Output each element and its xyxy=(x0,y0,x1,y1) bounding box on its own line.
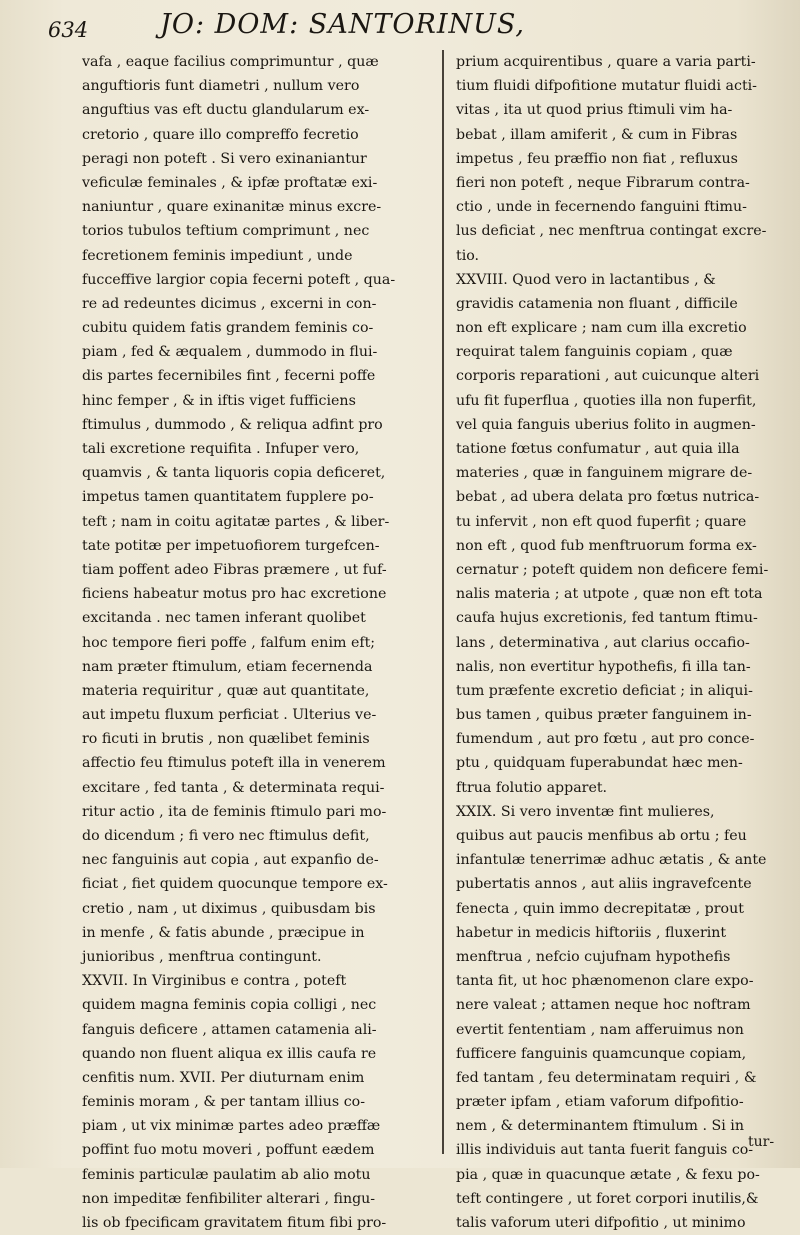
text-line: cernatur ; poteft quidem non deficere femi- xyxy=(456,561,769,578)
text-line: tu infervit , non eft quod fuperfit ; quare xyxy=(456,513,747,530)
text-line: teft ; nam in coitu agitatæ partes , & liber- xyxy=(82,513,390,530)
text-line: in menfe , & fatis abunde , præcipue in xyxy=(82,924,365,941)
text-line: menftrua , nefcio cujufnam hypothefis xyxy=(456,948,731,965)
text-line: fanguis deficere , attamen catamenia ali- xyxy=(82,1021,377,1038)
text-line: tate potitæ per impetuofiorem turgefcen- xyxy=(82,537,380,554)
text-line: quamvis , & tanta liquoris copia deficeret, xyxy=(82,465,386,482)
text-line: habetur in medicis hiftoriis , fluxerint xyxy=(456,924,727,941)
text-line: ctio , unde in fecernendo fanguini ftimu- xyxy=(456,199,747,216)
text-line: corporis reparationi , aut cuicunque alteri xyxy=(456,368,760,385)
text-line: nam præter ftimulum, etiam fecernenda xyxy=(82,658,373,675)
text-line: fufficere fanguinis quamcunque copiam, xyxy=(456,1045,747,1062)
column-divider xyxy=(442,50,444,1154)
text-line: tali excretione requifita . Infuper vero, xyxy=(82,441,360,457)
text-line: ufu fit fuperflua , quoties illa non fuperfit, xyxy=(456,392,757,409)
text-line: ficiens habeatur motus pro hac excretione xyxy=(82,586,387,603)
text-line: bebat , ad ubera delata pro fœtus nutrica- xyxy=(456,489,760,506)
text-line: tatione fœtus confumatur , aut quia illa xyxy=(456,441,740,457)
text-line: poffint fuo motu moveri , poffunt eædem xyxy=(82,1142,375,1159)
text-line: requirat talem fanguinis copiam , quæ xyxy=(456,344,733,361)
text-line: caufa hujus excretionis, fed tantum ftimu- xyxy=(456,610,758,627)
catchword: tur- xyxy=(748,1134,775,1150)
text-line: nalis materia ; at utpote , quæ non eft tota xyxy=(456,586,763,603)
text-line: tum præfente excretio deficiat ; in aliqui- xyxy=(456,682,753,699)
text-line: non eft explicare ; nam cum illa excretio xyxy=(456,320,747,337)
text-line: veficulæ feminales , & ipfæ proftatæ exi- xyxy=(82,174,378,191)
text-line: gravidis catamenia non fluant , difficile xyxy=(456,295,738,312)
text-line: do dicendum ; fi vero nec ftimulus defit, xyxy=(82,828,370,844)
text-line: feminis moram , & per tantam illius co- xyxy=(82,1094,366,1111)
running-title: JO: DOM: SANTORINUS, xyxy=(160,9,526,40)
text-line: quibus aut paucis menfibus ab ortu ; feu xyxy=(456,828,747,844)
text-line: lis ob fpecificam gravitatem fitum fibi pro- xyxy=(82,1215,387,1231)
text-line: teft contingere , ut foret corpori inutilis,& xyxy=(456,1190,759,1207)
text-line: torios tubulos teftium comprimunt , nec xyxy=(82,223,370,240)
text-line: re ad redeuntes dicimus , excerni in con- xyxy=(82,295,377,312)
text-line: evertit fententiam , nam afferuimus non xyxy=(456,1021,744,1038)
text-line: infantulæ tenerrimæ adhuc ætatis , & ante xyxy=(456,852,767,869)
text-line: aut impetu fluxum perficiat . Ulterius ve- xyxy=(82,707,377,724)
text-line: quidem magna feminis copia colligi , nec xyxy=(82,997,377,1014)
text-line: anguftius vas eft ductu glandularum ex- xyxy=(82,102,370,119)
text-line: vel quia fanguis uberius folito in augmen- xyxy=(456,416,756,433)
text-line: talis vaforum uteri difpofitio , ut minimo xyxy=(456,1215,746,1231)
page-header xyxy=(48,6,798,42)
text-line: non eft , quod fub menftruorum forma ex- xyxy=(456,537,757,554)
text-line: tium fluidi difpofitione mutatur fluidi acti- xyxy=(456,78,757,95)
text-line: peragi non poteft . Si vero exinaniantur xyxy=(82,150,367,167)
text-line: nalis, non evertitur hypothefis, fi illa tan- xyxy=(456,658,751,675)
text-line: feminis particulæ paulatim ab alio motu xyxy=(82,1166,371,1183)
text-line: junioribus , menftrua contingunt. xyxy=(82,948,322,965)
text-line: ro ficuti in brutis , non quælibet feminis xyxy=(82,731,370,748)
text-line: prium acquirentibus , quare a varia parti- xyxy=(456,54,756,70)
text-line: præter ipfam , etiam vaforum difpofitio- xyxy=(456,1094,744,1111)
page-number: 634 xyxy=(48,18,89,42)
text-line: ftimulus , dummodo , & reliqua adfint pro xyxy=(82,416,383,433)
text-line: quando non fluent aliqua ex illis caufa re xyxy=(82,1045,377,1062)
text-line: fumendum , aut pro fœtu , aut pro conce- xyxy=(456,731,755,748)
text-line: lus deficiat , nec menftrua contingat excre- xyxy=(456,223,767,240)
text-line: excitare , fed tanta , & determinata requi- xyxy=(82,779,385,796)
text-line: piam , ut vix minimæ partes adeo præffæ xyxy=(82,1118,381,1135)
text-line: tanta fit, ut hoc phænomenon clare expo- xyxy=(456,973,754,990)
text-line: excitanda . nec tamen inferant quolibet xyxy=(82,610,366,627)
text-line: cenfitis num. XVII. Per diuturnam enim xyxy=(82,1069,365,1086)
text-line: dis partes fecernibiles fint , fecerni poffe xyxy=(82,368,376,385)
text-line: impetus , feu præffio non fiat , refluxus xyxy=(456,150,738,167)
text-line: pia , quæ in quacunque ætate , & fexu po- xyxy=(456,1166,760,1183)
text-line: fucceffive largior copia fecerni poteft , qua- xyxy=(82,271,396,288)
text-line: ptu , quidquam fuperabundat hæc men- xyxy=(456,755,743,772)
text-line: XXIX. Si vero inventæ fint mulieres, xyxy=(456,803,715,820)
text-line: tiam poffent adeo Fibras præmere , ut fuf- xyxy=(82,561,387,578)
text-line: XXVII. In Virginibus e contra , poteft xyxy=(82,973,347,990)
text-line: affectio feu ftimulus poteft illa in venerem xyxy=(82,755,386,772)
text-line: illis individuis aut tanta fuerit fanguis co- xyxy=(456,1142,754,1159)
text-line: piam , fed & æqualem , dummodo in flui- xyxy=(82,344,378,361)
text-line: naniuntur , quare exinanitæ minus excre- xyxy=(82,199,382,216)
text-line: bebat , illam amiferit , & cum in Fibras xyxy=(456,126,738,143)
text-line: ficiat , fiet quidem quocunque tempore ex- xyxy=(82,876,388,893)
text-line: nere valeat ; attamen neque hoc noftram xyxy=(456,997,751,1014)
left-text-column xyxy=(82,50,436,1231)
text-line: hinc femper , & in iftis viget fufficiens xyxy=(82,392,356,409)
text-line: anguftioris funt diametri , nullum vero xyxy=(82,78,360,95)
text-line: vitas , ita ut quod prius ftimuli vim ha- xyxy=(456,102,733,119)
text-line: nec fanguinis aut copia , aut expanfio de- xyxy=(82,852,379,869)
text-line: lans , determinativa , aut clarius occafio- xyxy=(456,634,750,651)
text-line: fed tantam , feu determinatam requiri , & xyxy=(456,1069,757,1086)
text-line: cubitu quidem fatis grandem feminis co- xyxy=(82,320,374,337)
text-line: tio. xyxy=(456,247,480,264)
text-line: materies , quæ in fanguinem migrare de- xyxy=(456,465,753,482)
text-line: cretorio , quare illo compreffo fecretio xyxy=(82,126,359,143)
text-line: pubertatis annos , aut aliis ingravefcente xyxy=(456,876,752,893)
text-line: fecretionem feminis impediunt , unde xyxy=(82,247,353,264)
text-line: non impeditæ fenfibiliter alterari , fingu- xyxy=(82,1190,376,1207)
right-text-column xyxy=(456,50,790,1231)
text-line: fieri non poteft , neque Fibrarum contra- xyxy=(456,174,750,191)
text-line: vafa , eaque facilius comprimuntur , quæ xyxy=(82,54,379,70)
text-line: fenecta , quin immo decrepitatæ , prout xyxy=(456,900,744,917)
text-line: XXVIII. Quod vero in lactantibus , & xyxy=(456,271,716,288)
text-line: bus tamen , quibus præter fanguinem in- xyxy=(456,707,752,724)
text-line: hoc tempore fieri poffe , falfum enim eft; xyxy=(82,634,376,651)
text-line: impetus tamen quantitatem fupplere po- xyxy=(82,489,374,506)
text-line: ftrua folutio apparet. xyxy=(456,779,608,796)
text-line: cretio , nam , ut diximus , quibusdam bis xyxy=(82,900,376,917)
text-line: ritur actio , ita de feminis ftimulo pari mo- xyxy=(82,803,387,820)
text-line: materia requiritur , quæ aut quantitate, xyxy=(82,682,370,699)
text-line: nem , & determinantem ftimulum . Si in xyxy=(456,1118,744,1135)
